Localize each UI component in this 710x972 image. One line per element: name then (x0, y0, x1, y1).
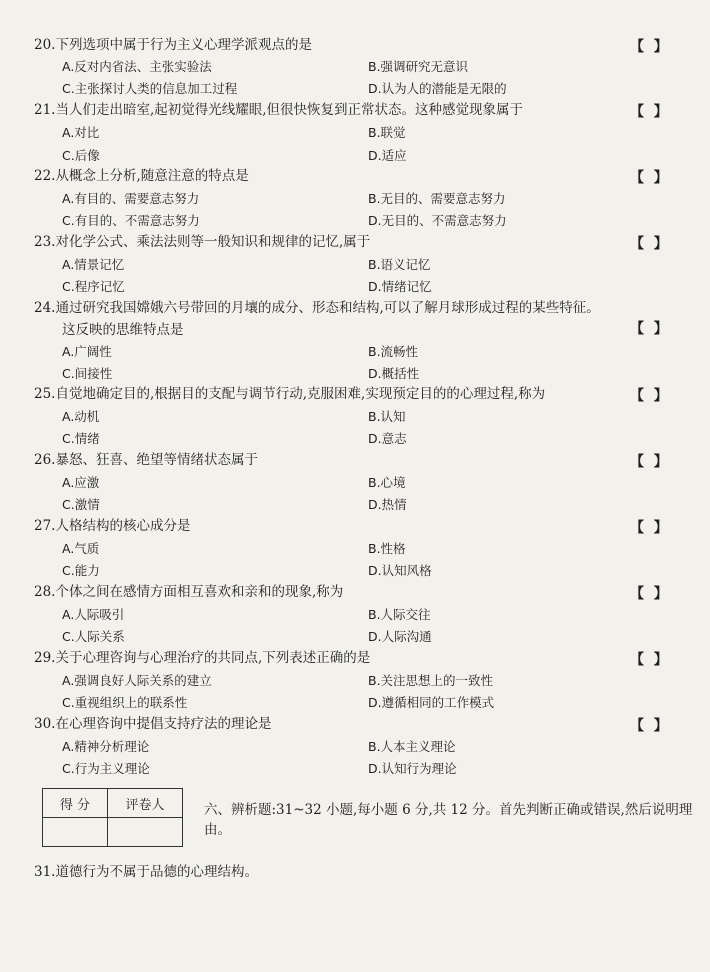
question-stem: 27.人格结构的核心成分是 (34, 518, 191, 534)
option-b: B.联觉 (368, 125, 406, 140)
option-b: B.人本主义理论 (368, 739, 456, 754)
question-stem: 29.关于心理咨询与心理治疗的共同点,下列表述正确的是 (34, 650, 371, 666)
option-a: A.对比 (62, 125, 100, 140)
option-b: B.心境 (368, 475, 406, 490)
option-c: C.情绪 (62, 431, 100, 446)
answer-bracket: 【 】 (630, 321, 668, 337)
question-stem: 20.下列选项中属于行为主义心理学派观点的是 (34, 37, 312, 53)
question-stem: 24.通过研究我国嫦娥六号带回的月壤的成分、形态和结构,可以了解月球形成过程的某些特征。 (34, 300, 600, 316)
answer-bracket: 【 】 (630, 718, 668, 734)
answer-bracket: 【 】 (630, 586, 668, 602)
question-stem: 23.对化学公式、乘法法则等一般知识和规律的记忆,属于 (34, 234, 371, 250)
option-c: C.主张探讨人类的信息加工过程 (62, 81, 238, 96)
question-stem-line-2: 这反映的思维特点是 (62, 322, 184, 338)
option-a: A.有目的、需要意志努力 (62, 191, 200, 206)
option-a: A.人际吸引 (62, 607, 125, 622)
option-b: B.强调研究无意识 (368, 59, 469, 74)
option-b: B.人际交往 (368, 607, 431, 622)
option-a: A.精神分析理论 (62, 739, 150, 754)
option-d: D.意志 (368, 431, 407, 446)
option-d: D.人际沟通 (368, 629, 432, 644)
answer-bracket: 【 】 (630, 520, 668, 536)
option-d: D.热情 (368, 497, 407, 512)
option-a: A.应激 (62, 475, 100, 490)
option-d: D.概括性 (368, 366, 420, 381)
option-d: D.情绪记忆 (368, 279, 432, 294)
option-b: B.语义记忆 (368, 257, 431, 272)
answer-bracket: 【 】 (630, 104, 668, 120)
option-b: B.流畅性 (368, 344, 419, 359)
option-c: C.程序记忆 (62, 279, 125, 294)
option-d: D.认为人的潜能是无限的 (368, 81, 507, 96)
option-b: B.认知 (368, 409, 406, 424)
option-d: D.无目的、不需意志努力 (368, 213, 507, 228)
question-stem: 26.暴怒、狂喜、绝望等情绪状态属于 (34, 452, 258, 468)
option-d: D.认知行为理论 (368, 761, 457, 776)
question-stem: 21.当人们走出暗室,起初觉得光线耀眼,但很快恢复到正常状态。这种感觉现象属于 (34, 102, 524, 118)
grader-cell (108, 818, 183, 847)
option-b: B.关注思想上的一致性 (368, 673, 494, 688)
grader-label: 评卷人 (108, 789, 183, 818)
option-c: C.有目的、不需意志努力 (62, 213, 200, 228)
question-stem: 25.自觉地确定目的,根据目的支配与调节行动,克服困难,实现预定目的的心理过程,称为 (34, 386, 546, 402)
option-c: C.行为主义理论 (62, 761, 150, 776)
answer-bracket: 【 】 (630, 652, 668, 668)
option-a: A.情景记忆 (62, 257, 125, 272)
question-stem: 22.从概念上分析,随意注意的特点是 (34, 168, 249, 184)
option-b: B.性格 (368, 541, 406, 556)
answer-bracket: 【 】 (630, 236, 668, 252)
answer-bracket: 【 】 (630, 454, 668, 470)
option-d: D.认知风格 (368, 563, 432, 578)
score-label: 得 分 (43, 789, 108, 818)
option-d: D.适应 (368, 148, 407, 163)
option-c: C.人际关系 (62, 629, 125, 644)
option-a: A.强调良好人际关系的建立 (62, 673, 212, 688)
option-b: B.无目的、需要意志努力 (368, 191, 506, 206)
question-stem: 30.在心理咨询中提倡支持疗法的理论是 (34, 716, 272, 732)
option-c: C.重视组织上的联系性 (62, 695, 188, 710)
option-c: C.后像 (62, 148, 100, 163)
option-c: C.激情 (62, 497, 100, 512)
answer-bracket: 【 】 (630, 170, 668, 186)
answer-bracket: 【 】 (630, 388, 668, 404)
option-a: A.广阔性 (62, 344, 112, 359)
question-31: 31.道德行为不属于品德的心理结构。 (34, 864, 258, 880)
option-c: C.间接性 (62, 366, 113, 381)
option-c: C.能力 (62, 563, 100, 578)
score-box (42, 788, 183, 847)
score-cell (43, 818, 108, 847)
option-a: A.气质 (62, 541, 100, 556)
question-stem: 28.个体之间在感情方面相互喜欢和亲和的现象,称为 (34, 584, 344, 600)
option-a: A.动机 (62, 409, 100, 424)
answer-bracket: 【 】 (630, 39, 668, 55)
section-heading: 六、辨析题:31~32 小题,每小题 6 分,共 12 分。首先判断正确或错误,然后说明理由。 (204, 802, 693, 838)
option-d: D.遵循相同的工作模式 (368, 695, 495, 710)
option-a: A.反对内省法、主张实验法 (62, 59, 212, 74)
